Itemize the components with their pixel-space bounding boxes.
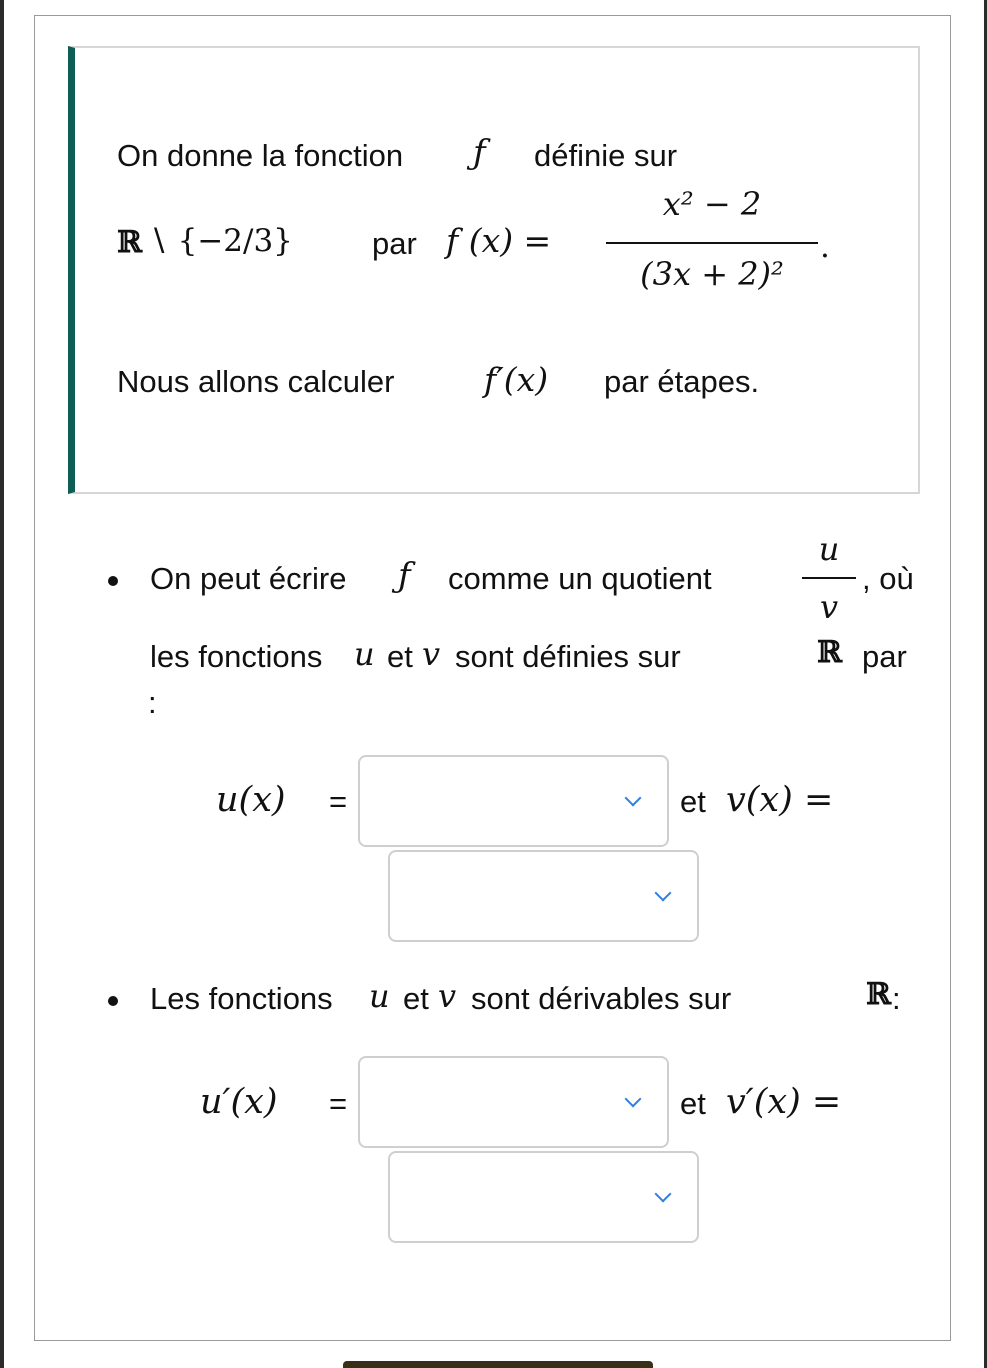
ux-dropdown[interactable] (358, 755, 669, 847)
domain-reals: ℝ (117, 225, 142, 260)
step2-v: v (438, 977, 457, 1015)
step1-colon: : (148, 685, 157, 720)
step1-text-a: On peut écrire (150, 561, 347, 596)
step1-par: par (862, 639, 907, 674)
bottom-sheet-handle[interactable] (343, 1361, 653, 1368)
domain-exclusion: ∖ {−2/3} (148, 223, 293, 259)
vprime-dropdown[interactable] (388, 1151, 699, 1243)
vx-dropdown[interactable] (388, 850, 699, 942)
intro-fprime: f′(x) (484, 360, 549, 399)
step1-text-c: , où (862, 561, 914, 596)
fraction-bar (606, 242, 818, 244)
step2-text-a: Les fonctions (150, 981, 333, 1016)
step1-f-symbol: ƒ (398, 556, 411, 596)
step1-u: u (354, 635, 375, 673)
step2-et-label: et (680, 1086, 706, 1121)
intro-fraction (606, 185, 818, 315)
intro-line3-prefix: Nous allons calculer (117, 364, 395, 399)
step1-et-label: et (680, 784, 706, 819)
vprime-label: v′(x) = (726, 1082, 842, 1122)
uv-denominator: v (819, 588, 839, 626)
uprime-equals: = (329, 1086, 348, 1121)
chevron-down-icon (655, 1186, 672, 1203)
intro-f-symbol: ƒ (473, 133, 486, 173)
step2-text-b: sont dérivables sur (471, 981, 732, 1016)
intro-fx: f (x) = (446, 221, 552, 260)
bullet-1 (108, 576, 118, 586)
fraction-denominator: (3x + 2)² (640, 255, 784, 293)
chevron-down-icon (625, 790, 642, 807)
step2-et: et (403, 981, 429, 1016)
step2-u: u (369, 977, 390, 1015)
window-edge-left (0, 0, 4, 1368)
intro-line1-suffix: définie sur (534, 138, 678, 173)
ux-equals: = (329, 784, 348, 819)
step1-text-b: comme un quotient (448, 561, 712, 596)
uv-fraction (802, 530, 856, 626)
chevron-down-icon (625, 1091, 642, 1108)
uprime-label: u′(x) (200, 1082, 278, 1122)
intro-period: . (820, 229, 830, 265)
chevron-down-icon (655, 885, 672, 902)
step1-line2-b: sont définies sur (455, 639, 681, 674)
intro-line3-suffix: par étapes. (604, 364, 760, 399)
ux-label: u(x) (216, 780, 286, 820)
uv-numerator: u (818, 530, 840, 568)
uprime-dropdown[interactable] (358, 1056, 669, 1148)
step2-colon: : (892, 981, 901, 1016)
step2-reals: ℝ (866, 977, 891, 1012)
step1-et: et (387, 639, 413, 674)
step1-line2-a: les fonctions (150, 639, 323, 674)
intro-par: par (372, 226, 417, 261)
vx-label: v(x) = (726, 780, 834, 820)
intro-line1-prefix: On donne la fonction (117, 138, 404, 173)
step1-reals: ℝ (817, 635, 842, 670)
bullet-2 (108, 996, 118, 1006)
uv-fraction-bar (802, 577, 856, 579)
fraction-numerator: x² − 2 (662, 185, 762, 223)
step1-v: v (422, 635, 441, 673)
